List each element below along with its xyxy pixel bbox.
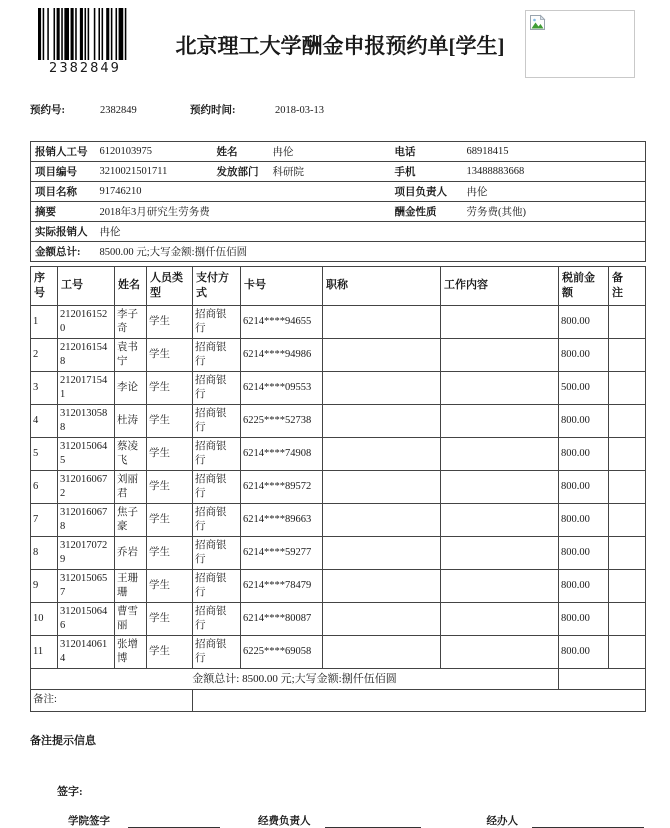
cell-name: 乔岩	[115, 537, 147, 570]
cell-id: 3120150646	[58, 603, 115, 636]
cell-id: 3120160672	[58, 471, 115, 504]
cell-title	[323, 438, 441, 471]
cell-note	[609, 537, 646, 570]
table-total-text: 金额总计: 8500.00 元;大写金额:捌仟伍佰圆	[31, 669, 559, 690]
meta-row	[30, 102, 670, 117]
cell-seq: 4	[31, 405, 58, 438]
col-header-note: 备注	[609, 267, 646, 306]
col-header-seq: 序号	[31, 267, 58, 306]
cell-type: 学生	[147, 438, 193, 471]
col-header-work: 工作内容	[441, 267, 559, 306]
employee-id-value: 6120103975	[99, 146, 152, 157]
total-row	[31, 669, 646, 690]
cell-title	[323, 636, 441, 669]
col-header-id: 工号	[58, 267, 115, 306]
cell-pay: 招商银行	[193, 636, 241, 669]
sign-label: 签字:	[57, 786, 83, 798]
cell-work	[441, 471, 559, 504]
table-row	[31, 603, 646, 636]
cell-name: 王珊珊	[115, 570, 147, 603]
col-header-card: 卡号	[241, 267, 323, 306]
cell-name: 杜涛	[115, 405, 147, 438]
actual-claimant-label: 实际报销人	[31, 222, 96, 242]
table-row	[31, 471, 646, 504]
project-leader-value: 冉伦	[463, 182, 646, 202]
cell-amount: 800.00	[559, 603, 609, 636]
cell-seq: 5	[31, 438, 58, 471]
cell-title	[323, 504, 441, 537]
cell-seq: 7	[31, 504, 58, 537]
table-row	[31, 339, 646, 372]
project-leader-label: 项目负责人	[391, 182, 463, 202]
cell-note	[609, 471, 646, 504]
info-row-1	[31, 142, 646, 162]
cell-card: 6214****59277	[241, 537, 323, 570]
cell-amount: 800.00	[559, 537, 609, 570]
cell-name: 曹雪丽	[115, 603, 147, 636]
cell-type: 学生	[147, 471, 193, 504]
cell-name: 刘丽君	[115, 471, 147, 504]
cell-pay: 招商银行	[193, 438, 241, 471]
cell-type: 学生	[147, 372, 193, 405]
cell-pay: 招商银行	[193, 471, 241, 504]
cell-type: 学生	[147, 636, 193, 669]
project-no-value: 3210021501711	[96, 162, 213, 182]
signature-row	[30, 813, 670, 828]
cell-type: 学生	[147, 405, 193, 438]
table-row	[31, 306, 646, 339]
handler-line	[532, 815, 644, 828]
cell-title	[323, 570, 441, 603]
col-header-amount: 税前金额	[559, 267, 609, 306]
info-row-6	[31, 242, 646, 262]
cell-note	[609, 603, 646, 636]
table-row	[31, 405, 646, 438]
cell-work	[441, 570, 559, 603]
cell-seq: 8	[31, 537, 58, 570]
amount-total-label: 金额总计:	[31, 242, 96, 262]
col-header-name: 姓名	[115, 267, 147, 306]
cell-title	[323, 339, 441, 372]
cell-name: 袁书宁	[115, 339, 147, 372]
cell-work	[441, 372, 559, 405]
cell-card: 6214****89572	[241, 471, 323, 504]
cell-note	[609, 306, 646, 339]
cell-pay: 招商银行	[193, 570, 241, 603]
cell-card: 6214****89663	[241, 504, 323, 537]
project-no-label: 项目编号	[31, 162, 96, 182]
detail-table-header-row	[31, 267, 646, 306]
cell-amount: 800.00	[559, 306, 609, 339]
actual-claimant-value: 冉伦	[96, 222, 646, 242]
barcode-bars	[38, 8, 126, 60]
cell-card: 6214****74908	[241, 438, 323, 471]
cell-pay: 招商银行	[193, 504, 241, 537]
funds-manager-line	[325, 815, 421, 828]
barcode-number: 2382849	[49, 61, 121, 76]
cell-type: 学生	[147, 339, 193, 372]
cell-work	[441, 537, 559, 570]
cell-amount: 800.00	[559, 570, 609, 603]
reservation-no-value: 2382849	[100, 105, 137, 116]
detail-table	[30, 266, 646, 712]
cell-title	[323, 537, 441, 570]
info-row-5	[31, 222, 646, 242]
cell-card: 6225****52738	[241, 405, 323, 438]
cell-note	[609, 636, 646, 669]
mobile-label: 手机	[391, 162, 463, 182]
project-name-label: 项目名称	[31, 182, 96, 202]
table-row	[31, 570, 646, 603]
cell-name: 张增博	[115, 636, 147, 669]
cell-card: 6214****80087	[241, 603, 323, 636]
col-header-title: 职称	[323, 267, 441, 306]
cell-id: 3120160678	[58, 504, 115, 537]
issue-dept-label: 发放部门	[213, 162, 269, 182]
table-row	[31, 372, 646, 405]
funds-manager-label: 经费负责人	[258, 816, 311, 827]
cell-note	[609, 504, 646, 537]
cell-note	[609, 339, 646, 372]
project-name-value: 91746210	[96, 182, 391, 202]
cell-name: 李子奇	[115, 306, 147, 339]
cell-id: 3120130588	[58, 405, 115, 438]
barcode	[35, 8, 155, 76]
table-total-empty	[559, 669, 646, 690]
cell-id: 3120140614	[58, 636, 115, 669]
name-label: 姓名	[216, 147, 238, 158]
barcode-bars-icon	[37, 8, 137, 60]
cell-card: 6214****94986	[241, 339, 323, 372]
remuneration-type-label: 酬金性质	[391, 202, 463, 222]
info-table	[30, 141, 646, 262]
cell-title	[323, 405, 441, 438]
summary-value: 2018年3月研究生劳务费	[96, 202, 391, 222]
handler-label: 经办人	[486, 816, 518, 827]
remark-hint: 备注提示信息	[30, 735, 96, 747]
cell-pay: 招商银行	[193, 372, 241, 405]
college-sign-label: 学院签字	[68, 816, 110, 827]
cell-card: 6214****94655	[241, 306, 323, 339]
cell-work	[441, 636, 559, 669]
cell-amount: 800.00	[559, 636, 609, 669]
table-row	[31, 504, 646, 537]
cell-name: 李论	[115, 372, 147, 405]
cell-card: 6214****09553	[241, 372, 323, 405]
cell-type: 学生	[147, 306, 193, 339]
cell-title	[323, 471, 441, 504]
cell-seq: 10	[31, 603, 58, 636]
table-row	[31, 537, 646, 570]
cell-id: 2120161520	[58, 306, 115, 339]
cell-type: 学生	[147, 570, 193, 603]
issue-dept-value: 科研院	[269, 162, 391, 182]
cell-note	[609, 570, 646, 603]
cell-work	[441, 339, 559, 372]
summary-label: 摘要	[31, 202, 96, 222]
cell-pay: 招商银行	[193, 405, 241, 438]
cell-seq: 11	[31, 636, 58, 669]
cell-type: 学生	[147, 603, 193, 636]
cell-amount: 500.00	[559, 372, 609, 405]
col-header-type: 人员类型	[147, 267, 193, 306]
info-row-3	[31, 182, 646, 202]
reservation-time-value: 2018-03-13	[275, 105, 324, 116]
cell-card: 6225****69058	[241, 636, 323, 669]
cell-amount: 800.00	[559, 405, 609, 438]
page-title: 北京理工大学酬金申报预约单[学生]	[175, 34, 505, 58]
info-row-2	[31, 162, 646, 182]
table-row	[31, 438, 646, 471]
cell-work	[441, 603, 559, 636]
phone-label: 电话	[394, 147, 416, 158]
cell-pay: 招商银行	[193, 339, 241, 372]
remuneration-type-value: 劳务费(其他)	[463, 202, 646, 222]
cell-seq: 1	[31, 306, 58, 339]
phone-value: 68918415	[466, 146, 509, 157]
cell-seq: 2	[31, 339, 58, 372]
info-row-4	[31, 202, 646, 222]
cell-work	[441, 306, 559, 339]
cell-work	[441, 438, 559, 471]
cell-pay: 招商银行	[193, 603, 241, 636]
cell-title	[323, 306, 441, 339]
cell-id: 2120161548	[58, 339, 115, 372]
cell-note	[609, 438, 646, 471]
cell-seq: 3	[31, 372, 58, 405]
cell-amount: 800.00	[559, 471, 609, 504]
mobile-value: 13488883668	[463, 162, 646, 182]
cell-name: 蔡凌飞	[115, 438, 147, 471]
cell-id: 3120170729	[58, 537, 115, 570]
cell-amount: 800.00	[559, 438, 609, 471]
cell-amount: 800.00	[559, 339, 609, 372]
college-sign-line	[128, 815, 220, 828]
remark-value	[193, 690, 646, 712]
table-row	[31, 636, 646, 669]
cell-pay: 招商银行	[193, 306, 241, 339]
cell-title	[323, 372, 441, 405]
cell-id: 2120171541	[58, 372, 115, 405]
cell-title	[323, 603, 441, 636]
col-header-pay: 支付方式	[193, 267, 241, 306]
cell-seq: 9	[31, 570, 58, 603]
header	[0, 0, 670, 78]
broken-image-icon	[529, 14, 547, 32]
cell-type: 学生	[147, 537, 193, 570]
cell-name: 焦子豪	[115, 504, 147, 537]
detail-table-body	[31, 306, 646, 669]
employee-id-label: 报销人工号	[35, 147, 88, 158]
cell-id: 3120150657	[58, 570, 115, 603]
cell-amount: 800.00	[559, 504, 609, 537]
cell-seq: 6	[31, 471, 58, 504]
cell-work	[441, 405, 559, 438]
cell-id: 3120150645	[58, 438, 115, 471]
amount-total-value: 8500.00 元;大写金额:捌仟伍佰圆	[96, 242, 646, 262]
cell-note	[609, 405, 646, 438]
image-placeholder	[525, 10, 635, 78]
cell-type: 学生	[147, 504, 193, 537]
reservation-time-label: 预约时间:	[190, 105, 236, 116]
cell-note	[609, 372, 646, 405]
name-value: 冉伦	[272, 147, 294, 158]
reservation-no-label: 预约号:	[30, 105, 65, 116]
cell-work	[441, 504, 559, 537]
remark-row	[31, 690, 646, 712]
remark-label: 备注:	[31, 690, 193, 712]
cell-pay: 招商银行	[193, 537, 241, 570]
cell-card: 6214****78479	[241, 570, 323, 603]
